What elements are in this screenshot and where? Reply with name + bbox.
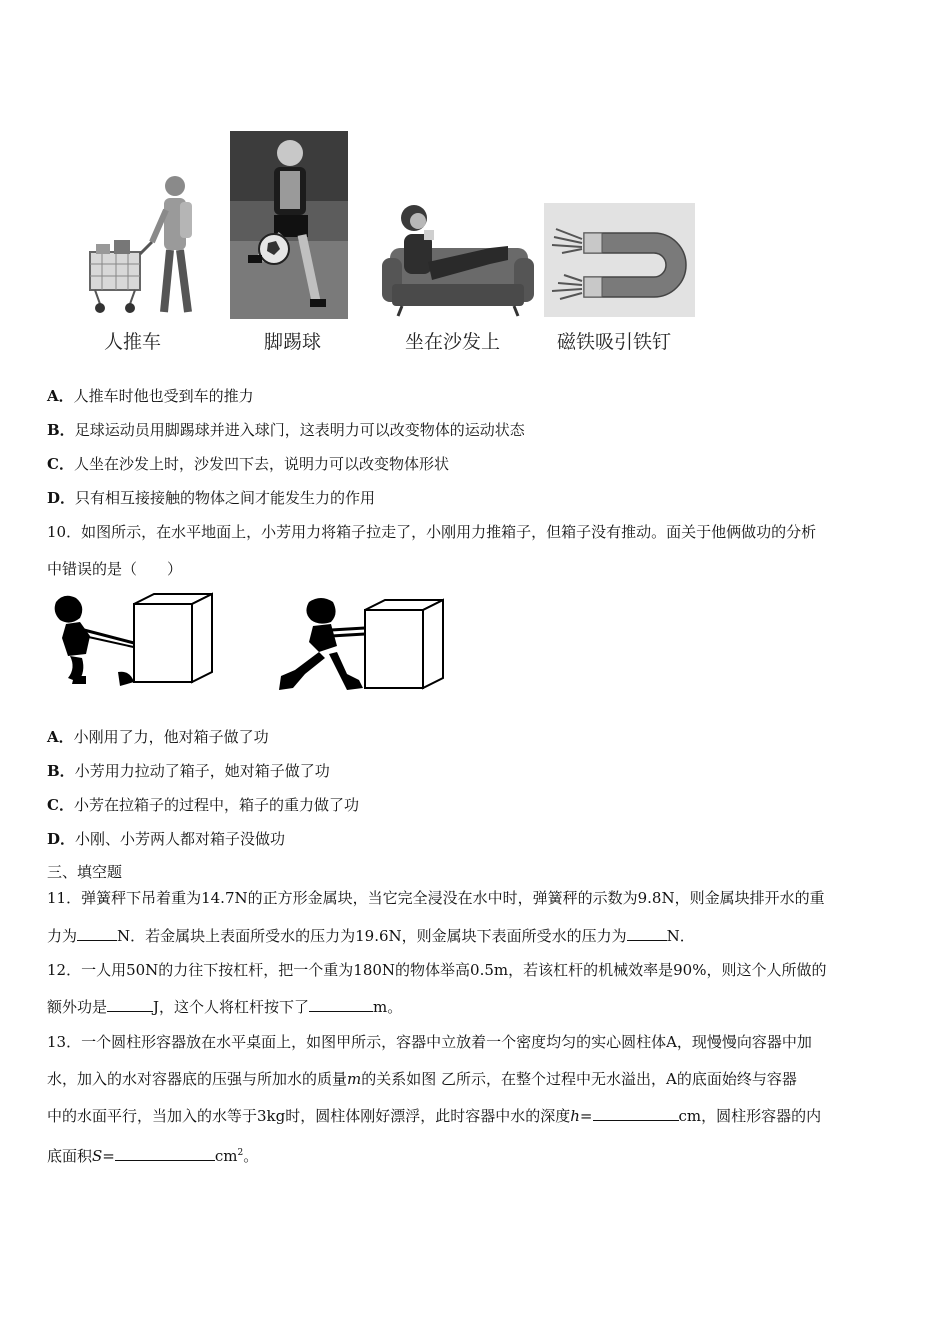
q9-option-c: C．人坐在沙发上时，沙发凹下去，说明力可以改变物体形状 [47,455,449,473]
q9-option-a: A．人推车时他也受到车的推力 [47,387,254,405]
q11-answer-blank-2[interactable] [627,926,667,941]
q10-question-line-2: 中错误的是（ ） [47,560,183,578]
q13-answer-blank-2[interactable] [115,1146,215,1161]
caption-person-pushing-cart: 人推车 [104,331,162,353]
q13-question-line-4: 底面积$S= cm^2$。 [47,1147,259,1165]
q13-answer-blank-1[interactable] [593,1106,679,1121]
q13-question-line-2: 水，加入的水对容器底的压强与所加水的质量m的关系如图 乙所示，在整个过程中无水溢出，A的底面始终与容器 [47,1070,797,1088]
q13-question-line-1: 13．一个圆柱形容器放在水平桌面上，如图甲所示，容器中立放着一个密度均匀的实心圆柱体A，现慢慢向容器中加 [47,1033,812,1051]
boy-pushing-box-figure [275,596,445,694]
q11-answer-blank-1[interactable] [77,926,117,941]
q10-option-b: B．小芳用力拉动了箱子，她对箱子做了功 [47,762,330,780]
q11-question-line-1: 11．弹簧秤下吊着重为14.7N的正方形金属块，当它完全浸没在水中时，弹簧秤的示数为9.8N，则金属块排开水的重 [47,889,825,907]
q9-option-b: B．足球运动员用脚踢球并进入球门，这表明力可以改变物体的运动状态 [47,421,525,439]
magnet-nails-figure [544,203,695,317]
section-title-fill-in: 三、填空题 [47,863,123,881]
caption-boy-kicking-ball: 脚踢球 [264,331,322,353]
woman-on-sofa-figure [380,200,535,318]
q12-question-line-1: 12．一人用50N的力往下按杠杆，把一个重为180N的物体举高0.5m，若该杠杆的机械效率是90%，则这个人所做的 [47,961,827,979]
boy-kicking-ball-figure [230,131,348,319]
q9-option-d: D．只有相互接接触的物体之间才能发生力的作用 [47,489,376,507]
q13-question-line-3: 中的水面平行，当加入的水等于3kg时，圆柱体刚好漂浮，此时容器中水的深度h= cm，圆柱形容器的内 [47,1107,822,1125]
q12-answer-blank-2[interactable] [309,997,373,1012]
girl-pulling-box-figure [46,592,216,692]
q10-option-c: C．小芳在拉箱子的过程中，箱子的重力做了功 [47,796,359,814]
caption-magnet-nails: 磁铁吸引铁钉 [557,331,672,353]
q10-option-d: D．小刚、小芳两人都对箱子没做功 [47,830,286,848]
q12-answer-blank-1[interactable] [107,997,153,1012]
q12-question-line-2: 额外功是 J，这个人将杠杆按下了 m。 [47,998,403,1016]
q10-option-a: A．小刚用了力，他对箱子做了功 [47,728,269,746]
q10-question-line-1: 10．如图所示，在水平地面上，小芳用力将箱子拉走了，小刚用力推箱子，但箱子没有推动。面关于他俩做功的分析 [47,523,817,541]
q11-question-line-2: 力为 N．若金属块上表面所受水的压力为19.6N，则金属块下表面所受水的压力为 N． [47,927,695,945]
person-pushing-cart-figure [80,172,205,320]
caption-woman-on-sofa: 坐在沙发上 [405,331,501,353]
